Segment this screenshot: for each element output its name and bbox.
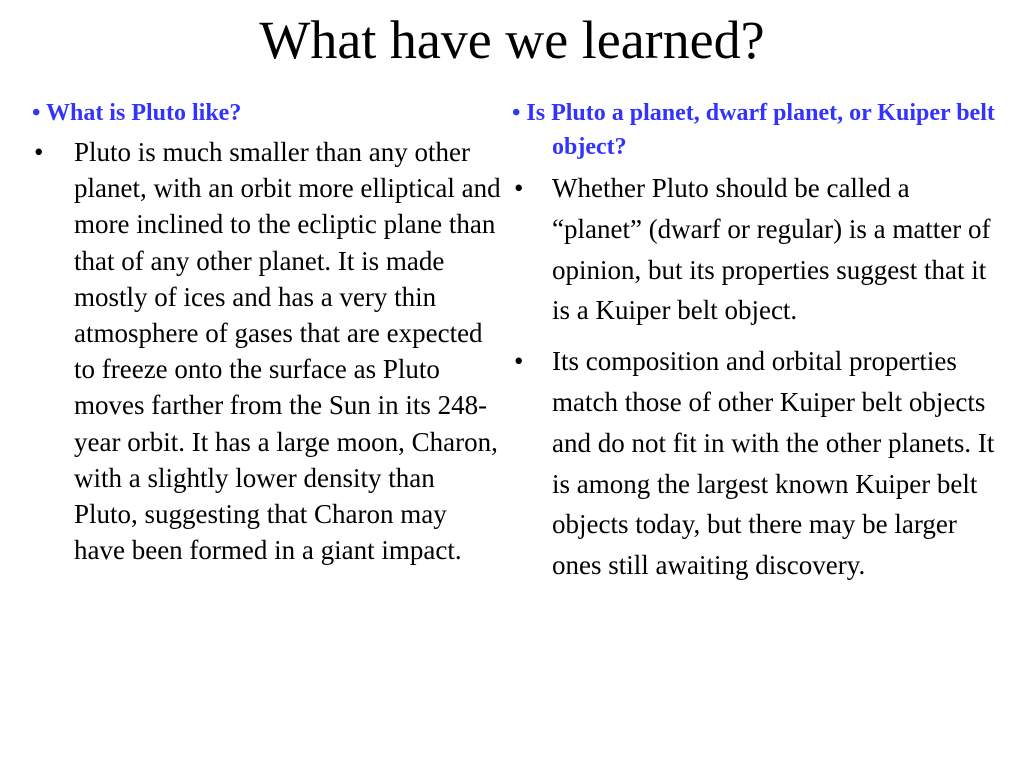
bullet-item [512,168,1002,331]
bullet-text: Whether Pluto should be called a “planet” (dwarf or regular) is a matter of opinion, but its properties suggest that it is a Kuiper belt object. [552,173,991,326]
right-column-heading: • Is Pluto a planet, dwarf planet, or Kuiper belt object? [512,100,995,160]
bullet-mark: • [514,173,524,203]
bullet-mark: • [34,137,44,167]
bullet-text: Pluto is much smaller than any other planet, with an orbit more elliptical and more inclined to the ecliptic plane than that of any other planet. It is made mostly of ices and has a very thin atmosphere of gases that are expected to freeze onto the surface as Pluto moves farther from the Sun in its 248-year orbit. It has a large moon, Charon, with a slightly lower density than Pluto, suggesting that Charon may have been formed in a giant impact. [74,137,501,566]
bullet-text: Its composition and orbital properties match those of other Kuiper belt objects and do not fit in with the other planets. It is among the largest known Kuiper belt objects today, but there may be larger ones still awaiting discovery. [552,346,995,581]
bullet-item [32,134,502,568]
slide-title: What have we learned? [259,10,765,70]
left-bullet-list [32,134,502,568]
left-column-heading: • What is Pluto like? [32,100,242,126]
right-bullet-list [512,168,1002,586]
bullet-item [512,341,1002,586]
right-column [512,96,1002,596]
left-column [32,96,502,582]
bullet-mark: • [514,346,524,377]
